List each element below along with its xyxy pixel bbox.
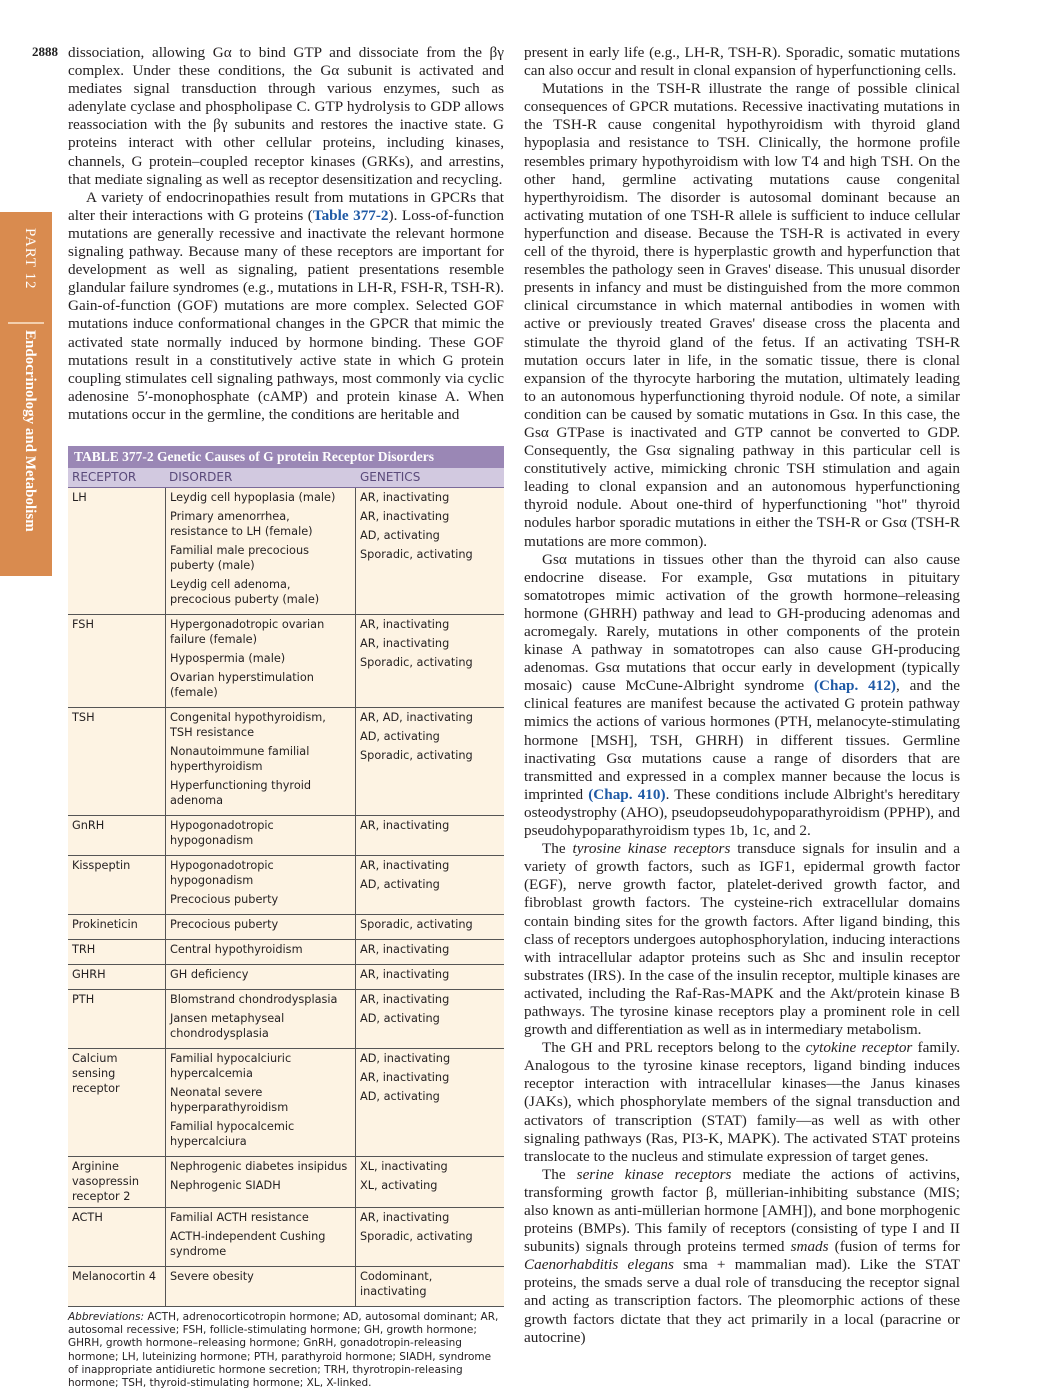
table-header-genetics: GENETICS (356, 468, 504, 488)
table-caption: TABLE 377-2 Genetic Causes of G protein Receptor Disorders (68, 446, 504, 468)
genetics-entry: AR, inactivating (360, 510, 450, 523)
paragraph: dissociation, allowing Gα to bind GTP and dissociate from the βγ complex. Under these conditions, the Gα subunit is activated and mediates signal transduction through various enzymes, such as adenylate cyclase and phospholipase C. GTP hydrolysis to GDP allows reassociation with the βγ subunits and restores the inactive state. G proteins interact with other cellular proteins, including kinases, channels, G protein–coupled receptor kinases (GRKs), and arrestins, that mediate signaling as well as receptor desensitization and recycling. (68, 44, 504, 188)
genetics-entry: Sporadic, activating (360, 1230, 473, 1243)
disorder-entry: Familial hypocalciuric hypercalcemia (170, 1052, 292, 1080)
page-number: 2888 (32, 44, 58, 59)
disorder-entry: Blomstrand chondrodysplasia (170, 993, 338, 1006)
disorder-entry: Precocious puberty (170, 918, 279, 931)
genetics-entry: Codominant, inactivating (360, 1270, 433, 1298)
disorder-entry: Familial male precocious puberty (male) (170, 544, 310, 572)
genetics-entry: AR, inactivating (360, 859, 450, 872)
table-grid (68, 468, 504, 1307)
table-cell-disorder (165, 990, 356, 1049)
genetics-entry: AD, activating (360, 1090, 440, 1103)
table-cell-receptor: Arginine vasopressin receptor 2 (68, 1157, 165, 1208)
table-header-receptor: RECEPTOR (68, 468, 165, 488)
disorder-entry: ACTH-independent Cushing syndrome (170, 1230, 326, 1258)
table-cell-receptor: Melanocortin 4 (68, 1267, 165, 1307)
disorder-entry: Leydig cell hypoplasia (male) (170, 491, 336, 504)
genetics-entry: Sporadic, activating (360, 656, 473, 669)
disorder-entry: Nonautoimmune familial hyperthyroidism (170, 745, 310, 773)
table-cell-genetics (356, 1157, 504, 1208)
table-cell-genetics (356, 816, 504, 856)
table-cell-disorder (165, 488, 356, 615)
chapter-reference-link[interactable]: (Chap. 412) (813, 677, 896, 695)
disorder-entry: Central hypothyroidism (170, 943, 303, 956)
side-tab-part: PART 12 (22, 228, 38, 290)
table-cell-disorder (165, 708, 356, 816)
genetics-entry: AR, inactivating (360, 1211, 450, 1224)
table-cell-genetics (356, 1267, 504, 1307)
paragraph: Mutations in the TSH-R illustrate the range of possible clinical consequences of GPCR mutations. Recessive inactivating mutations in the TSH-R cause congenital hypothyroidism with thyroid gland hypoplasia and resistance to TSH. Clinically, the hormone profile resembles primary hypothyroidism with low T4 and high TSH. On the other hand, germline activating mutations cause congenital hyperthyroidism. The disorder is autosomal dominant because an activating mutation of one TSH-R allele is sufficient to induce cellular hyperfunction and disease. Because the TSH-R is activated in every cell of the thyroid, there is hyperplastic growth and hyperfunction that resembles the pathology seen in Graves' disease. This unusual disorder presents in infancy and must be distinguished from the more common clinical circumstance in which maternal antibodies in women with active or previously treated Graves' disease cross the placenta and stimulate the thyroid gland of the fetus. If an activating TSH-R mutation occurs later in life, in the somatic tissue, there is clonal expansion of the thyrocyte harboring the mutation, ultimately leading to an autonomous hyperfunctioning thyroid nodule. Of note, a similar condition can be caused by somatic mutations in Gsα. In this case, the Gsα GTPase is inactivated and GTP cannot be converted to GDP. Consequently, the Gsα signaling pathway in this particular cell is constitutively active, mimicking chronic TSH stimulation and again leading to clonal expansion and an autonomous hyperfunctioning thyroid nodule. About one-third of hyperfunctioning "hot" thyroid nodules harbor sporadic mutations in either the TSH-R or Gsα (TSH-R mutations are more common). (524, 80, 960, 550)
genetics-entry: AD, activating (360, 878, 440, 891)
table-reference-link[interactable]: Table 377-2 (312, 206, 389, 224)
table-cell-genetics (356, 1208, 504, 1267)
table-header-disorder: DISORDER (165, 468, 356, 488)
disorder-entry: Familial ACTH resistance (170, 1211, 309, 1224)
table-cell-genetics (356, 915, 504, 940)
table-cell-disorder (165, 1208, 356, 1267)
chapter-reference-link[interactable]: (Chap. 410) (588, 785, 666, 803)
left-column (68, 44, 504, 424)
disorder-entry: Hypogonadotropic hypogonadism (170, 819, 274, 847)
paragraph: The GH and PRL receptors belong to the cytokine receptor family. Analogous to the tyrosine kinase receptors, ligand binding induces receptor interaction with intracellular kinases—the Janus kinases (JAKs), which phosphorylate members of the signal transduction and activators of transcription (STAT) family—as well as with other signaling pathways (Ras, PI3-K, MAPK). The activated STAT proteins translocate to the nucleus and stimulate expression of target genes. (524, 1039, 960, 1165)
disorder-entry: Hypergonadotropic ovarian failure (female) (170, 618, 325, 646)
genetics-entry: XL, inactivating (360, 1160, 448, 1173)
right-column (524, 44, 960, 1347)
disorder-entry: Familial hypocalcemic hypercalciura (170, 1120, 295, 1148)
table-cell-receptor: LH (68, 488, 165, 615)
side-tab-divider (8, 322, 44, 324)
table-cell-disorder (165, 1049, 356, 1157)
paragraph: A variety of endocrinopathies result from mutations in GPCRs that alter their interactions with G proteins (Table 377-2). Loss-of-function mutations are generally recessive and inactivate the relevant hormone signaling pathway. Because many of these receptors are important for development as well as signaling, patient presentations resemble glandular failure syndromes (e.g., mutations in LH-R, FSH-R, TSH-R). Gain-of-function (GOF) mutations are more complex. Selected GOF mutations induce conformational changes in the GPCR that mimic the activated state normally induced by hormone binding. These GOF mutations result in a constitutively active state in which G protein coupling stimulates cell signaling pathways, most commonly via cyclic adenosine 5′-monophosphate (cAMP) and protein kinase A. When mutations occur in the germline, the conditions are heritable and (68, 188, 504, 423)
table-cell-receptor: ACTH (68, 1208, 165, 1267)
table-cell-genetics (356, 856, 504, 915)
paragraph: Gsα mutations in tissues other than the thyroid can also cause endocrine disease. For example, Gsα mutations in pituitary somatotropes mimic activation of the growth hormone–releasing hormone (GHRH) pathway and lead to GH-producing adenomas and acromegaly. Rarely, mutations in other components of the protein kinase A pathway in somatotropes can also cause GH-producing adenomas. Gsα mutations that occur early in development (typically mosaic) cause McCune-Albright syndrome (Chap. 412), and the clinical features are manifest because the activated G protein pathway mimics the actions of various hormones (PTH, melanocyte-stimulating hormone [MSH], TSH, GHRH) in different tissues. Germline inactivating Gsα mutations cause a range of disorders that are transmitted and expressed in a complex manner because the locus is imprinted (Chap. 410). These conditions include Albright's hereditary osteodystrophy (AHO), pseudopseudohypoparathyroidism (PPHP), and pseudohypoparathyroidism types 1b, 1c, and 2. (524, 550, 961, 840)
genetics-entry: AR, AD, inactivating (360, 711, 473, 724)
table-cell-receptor: Calcium sensing receptor (68, 1049, 165, 1157)
paragraph: present in early life (e.g., LH-R, TSH-R). Sporadic, somatic mutations can also occur and result in clonal expansion of hyperfunctioning cells. (524, 44, 960, 80)
table-abbreviations: Abbreviations: ACTH, adrenocorticotropin hormone; AD, autosomal dominant; AR, autosomal recessive; FSH, follicle-stimulating hormone; GH, growth hormone; GHRH, growth hormone–releasing hormone; GnRH, gonadotropin-releasing hormone; LH, luteinizing hormone; PTH, parathyroid hormone; SIADH, syndrome of inappropriate antidiuretic hormone secretion; TRH, thyrotropin-releasing hormone; TSH, thyroid-stimulating hormone; XL, X-linked. (68, 1311, 499, 1390)
table-cell-genetics (356, 1049, 504, 1157)
genetics-entry: AR, inactivating (360, 943, 450, 956)
genetics-entry: AD, inactivating (360, 1052, 451, 1065)
disorder-entry: Nephrogenic diabetes insipidus (170, 1160, 348, 1173)
table-cell-disorder (165, 856, 356, 915)
disorder-entry: Leydig cell adenoma, precocious puberty (male) (170, 578, 320, 606)
disorder-entry: Severe obesity (170, 1270, 254, 1283)
table-cell-genetics (356, 708, 504, 816)
table-cell-disorder (165, 615, 356, 708)
genetics-entry: Sporadic, activating (360, 918, 473, 931)
disorder-entry: Neonatal severe hyperparathyroidism (170, 1086, 289, 1114)
table-cell-disorder (165, 1267, 356, 1307)
table-cell-genetics (356, 940, 504, 965)
table-cell-genetics (356, 488, 504, 615)
table-cell-disorder (165, 940, 356, 965)
genetics-table (68, 446, 504, 1390)
genetics-entry: AR, inactivating (360, 819, 450, 832)
table-cell-disorder (165, 816, 356, 856)
genetics-entry: AD, activating (360, 529, 440, 542)
disorder-entry: GH deficiency (170, 968, 249, 981)
table-cell-disorder (165, 965, 356, 990)
genetics-entry: AR, inactivating (360, 637, 450, 650)
genetics-entry: Sporadic, activating (360, 548, 473, 561)
table-cell-receptor: GHRH (68, 965, 165, 990)
table-cell-genetics (356, 615, 504, 708)
table-cell-receptor: PTH (68, 990, 165, 1049)
disorder-entry: Ovarian hyperstimulation (female) (170, 671, 314, 699)
side-tab-section: Endocrinology and Metabolism (22, 330, 38, 532)
disorder-entry: Primary amenorrhea, resistance to LH (female) (170, 510, 313, 538)
disorder-entry: Precocious puberty (170, 893, 279, 906)
paragraph: The tyrosine kinase receptors transduce signals for insulin and a variety of growth factors, such as IGF1, epidermal growth factor (EGF), nerve growth factor, platelet-derived growth factor, and fibroblast growth factors. The cysteine-rich extracellular domains contain binding sites for the growth factors. After ligand binding, this class of receptors undergoes autophosphorylation, inducing interactions with intracellular adaptor proteins such as Shc and insulin receptor substrates (IRS). In the case of the insulin receptor, multiple kinases are activated, including the Raf-Ras-MAPK and the Akt/protein kinase B pathways. The tyrosine kinase receptors play a prominent role in cell growth and differentiation as well as in intermediary metabolism. (524, 840, 960, 1039)
table-cell-genetics (356, 990, 504, 1049)
disorder-entry: Hypospermia (male) (170, 652, 286, 665)
genetics-entry: AD, activating (360, 730, 440, 743)
genetics-entry: AR, inactivating (360, 968, 450, 981)
genetics-entry: AR, inactivating (360, 491, 450, 504)
table-cell-receptor: FSH (68, 615, 165, 708)
disorder-entry: Hypogonadotropic hypogonadism (170, 859, 274, 887)
table-cell-receptor: TSH (68, 708, 165, 816)
table-cell-disorder (165, 1157, 356, 1208)
genetics-entry: AR, inactivating (360, 993, 450, 1006)
table-cell-receptor: TRH (68, 940, 165, 965)
table-cell-genetics (356, 965, 504, 990)
table-cell-disorder (165, 915, 356, 940)
table-cell-receptor: Kisspeptin (68, 856, 165, 915)
paragraph: The serine kinase receptors mediate the actions of activins, transforming growth factor β, müllerian-inhibiting substance (MIS; also known as anti-müllerian hormone [AMH]), and bone morphogenic proteins (BMPs). This family of receptors (consisting of type I and II subunits) signals through proteins termed smads (fusion of terms for Caenorhabditis elegans sma + mammalian mad). Like the STAT proteins, the smads serve a dual role of transducing the receptor signal and acting as transcription factors. The pleomorphic actions of these growth factors dictate that they act primarily in a local (paracrine or autocrine) (524, 1165, 960, 1346)
genetics-entry: AD, activating (360, 1012, 440, 1025)
genetics-entry: XL, activating (360, 1179, 438, 1192)
genetics-entry: Sporadic, activating (360, 749, 473, 762)
disorder-entry: Nephrogenic SIADH (170, 1179, 281, 1192)
genetics-entry: AR, inactivating (360, 1071, 450, 1084)
genetics-entry: AR, inactivating (360, 618, 450, 631)
disorder-entry: Jansen metaphyseal chondrodysplasia (170, 1012, 285, 1040)
disorder-entry: Congenital hypothyroidism, TSH resistance (170, 711, 326, 739)
table-cell-receptor: GnRH (68, 816, 165, 856)
disorder-entry: Hyperfunctioning thyroid adenoma (170, 779, 312, 807)
table-cell-receptor: Prokineticin (68, 915, 165, 940)
